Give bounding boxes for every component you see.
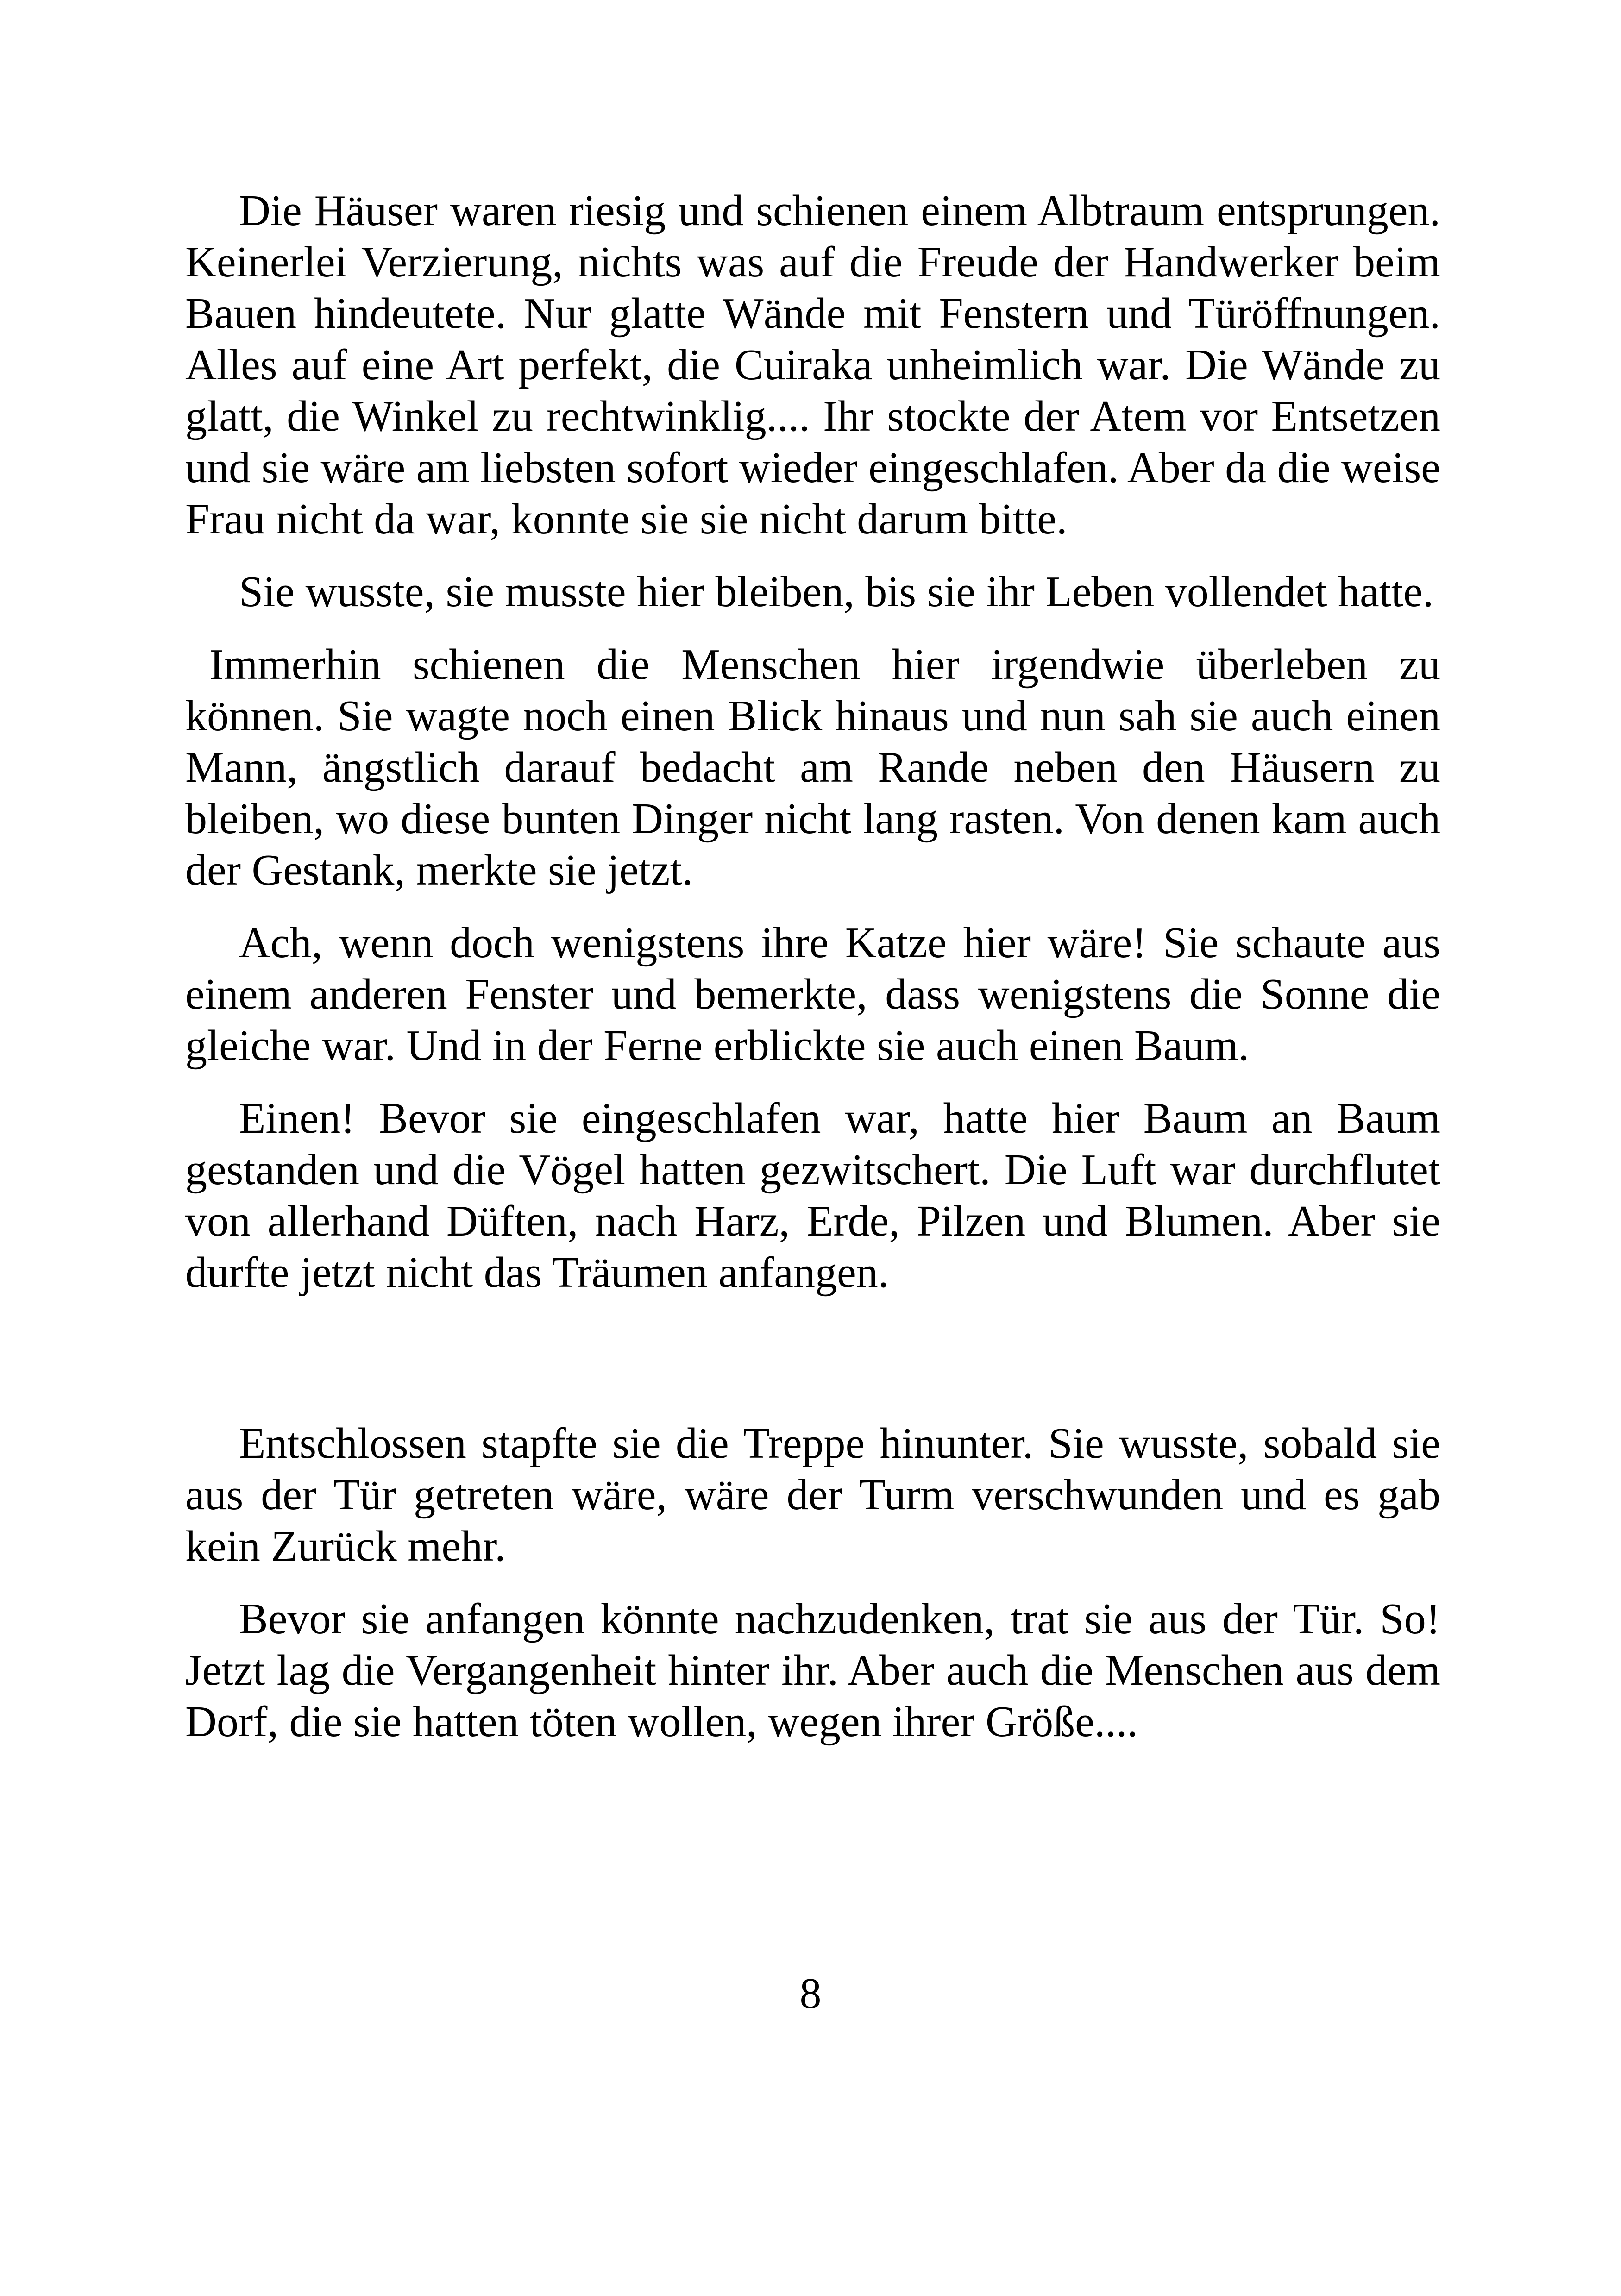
page-number: 8 <box>799 1970 822 2018</box>
paragraph-6: Entschlossen stapfte sie die Treppe hinunter. Sie wusste, sobald sie aus der Tür getreten wäre, wäre der Turm verschwunden und es gab kein Zurück mehr. <box>185 1419 1440 1570</box>
paragraph-3: Immerhin schienen die Menschen hier irgendwie überleben zu können. Sie wagte noch einen Blick hinaus und nun sah sie auch einen Mann, ängstlich darauf bedacht am Rande neben den Häusern zu bleiben, wo diese bunten Dinger nicht lang rasten. Von denen kam auch der Gestank, merkte sie jetzt. <box>185 640 1440 894</box>
paragraph-2: Sie wusste, sie musste hier bleiben, bis sie ihr Leben vollendet hatte. <box>239 568 1434 616</box>
paragraph-7: Bevor sie anfangen könnte nachzudenken, trat sie aus der Tür. So! Jetzt lag die Vergangenheit hinter ihr. Aber auch die Menschen aus dem Dorf, die sie hatten töten wollen, wegen ihrer Größe.... <box>185 1595 1440 1746</box>
paragraph-5: Einen! Bevor sie eingeschlafen war, hatte hier Baum an Baum gestanden und die Vögel hatten gezwitschert. Die Luft war durchflutet von allerhand Düften, nach Harz, Erde, Pilzen und Blumen. Aber sie durfte jetzt nicht das Träumen anfangen. <box>185 1094 1440 1297</box>
body-text <box>185 185 1440 1769</box>
paragraph-4: Ach, wenn doch wenigstens ihre Katze hier wäre! Sie schaute aus einem anderen Fenster und bemerkte, dass wenigstens die Sonne die gleiche war. Und in der Ferne erblickte sie auch einen Baum. <box>185 919 1440 1070</box>
paragraph-1: Die Häuser waren riesig und schienen einem Albtraum entsprungen. Keinerlei Verzierung, nichts was auf die Freude der Handwerker beim Bauen hindeutete. Nur glatte Wände mit Fenstern und Türöffnungen. Alles auf eine Art perfekt, die Cuiraka unheimlich war. Die Wände zu glatt, die Winkel zu rechtwinklig.... Ihr stockte der Atem vor Entsetzen und sie wäre am liebsten sofort wieder eingeschlafen. Aber da die weise Frau nicht da war, konnte sie sie nicht darum bitte. <box>185 187 1440 543</box>
